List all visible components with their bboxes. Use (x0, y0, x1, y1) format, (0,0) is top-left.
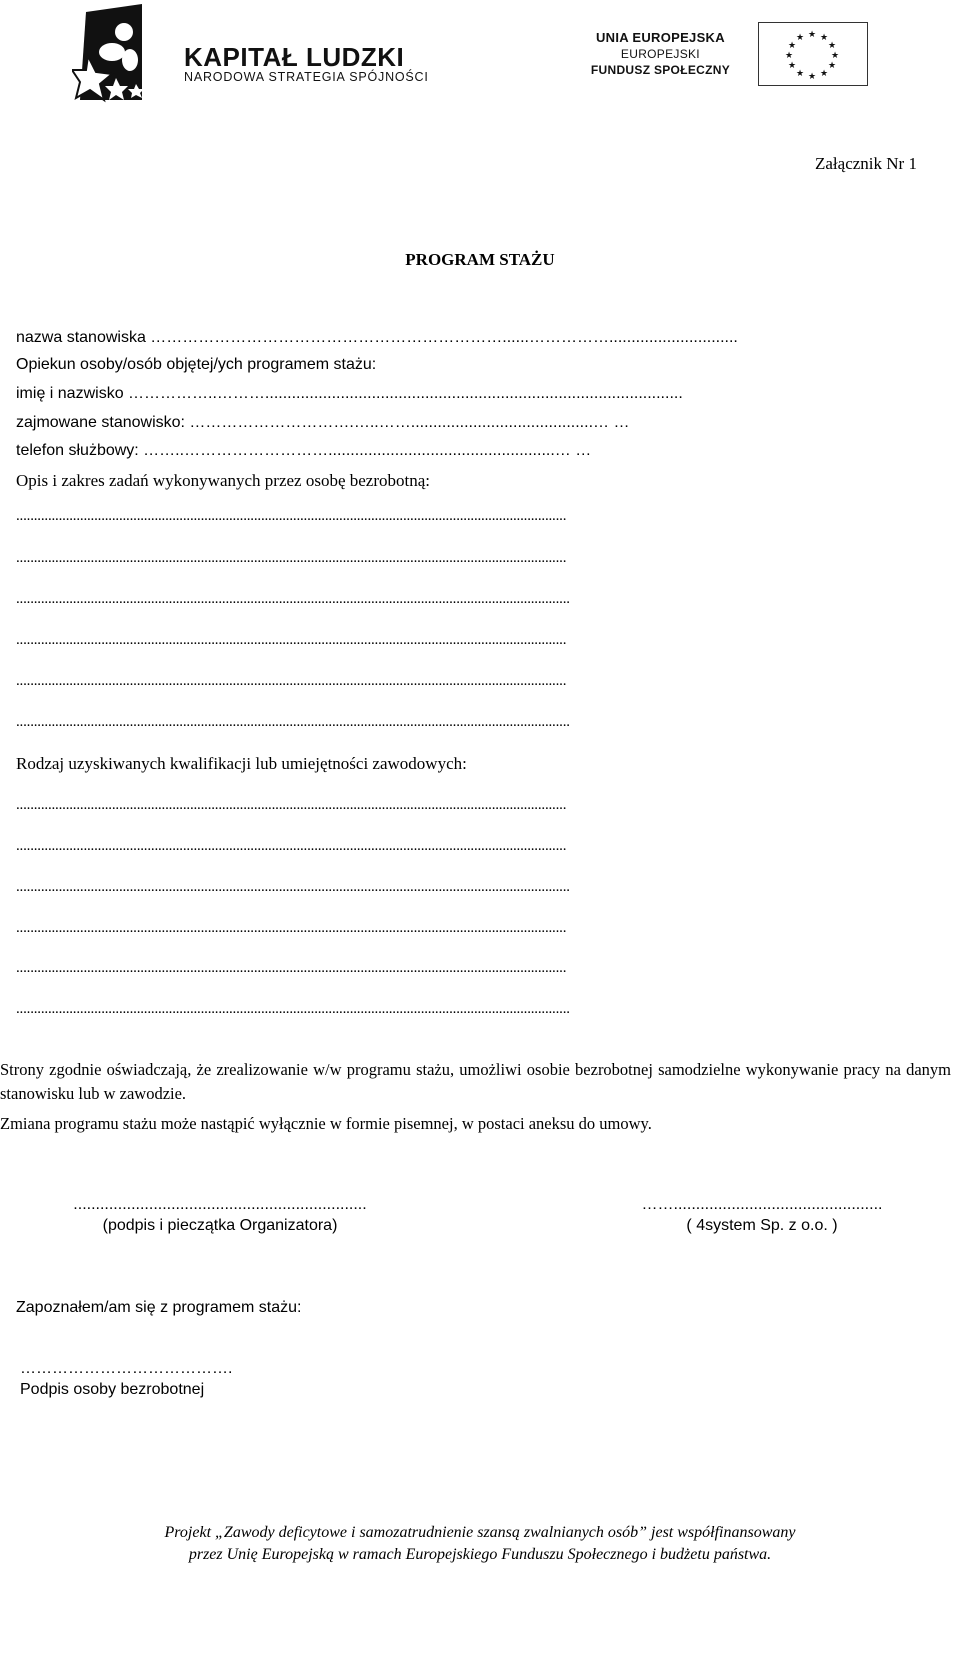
organizer-signature-label: (podpis i pieczątka Organizatora) (102, 1217, 338, 1234)
footer-note (0, 1522, 960, 1566)
kapital-ludzki-title: KAPITAŁ LUDZKI (184, 42, 405, 72)
position-field: nazwa stanowiska …………………………………………………………......……………............................. (16, 329, 738, 346)
tasks-dotted-line: ............................................................................................................................................................ (16, 714, 570, 730)
statement-paragraph: Strony zgodnie oświadczają, że zrealizowanie w/w programu stażu, umożliwi osobie bezrobotnej samodzielne wykonywanie pracy na danym stanowisku lub w zawodzie. (0, 1060, 951, 1103)
supervisor-heading: Opiekun osoby/osób objętej/ych programem stażu: (16, 356, 377, 373)
svg-text:★: ★ (807, 72, 817, 82)
svg-text:★: ★ (787, 41, 797, 51)
qualifications-heading: Rodzaj uzyskiwanych kwalifikacji lub umiejętności zawodowych: (16, 754, 467, 773)
kapital-ludzki-logo (72, 4, 462, 104)
svg-text:★: ★ (819, 33, 829, 43)
tasks-dotted-line: ............................................................................................................................................................ (16, 591, 570, 607)
tasks-dotted-line: ........................................................................................................................................................... (16, 673, 567, 689)
qualifications-dotted-line: ........................................................................................................................................................... (16, 960, 567, 976)
svg-text:★: ★ (827, 41, 837, 51)
eu-logo-line1: UNIA EUROPEJSKA (595, 30, 725, 45)
svg-text:★: ★ (795, 33, 805, 43)
tasks-dotted-line: ........................................................................................................................................................... (16, 550, 567, 566)
qualifications-dotted-line: ........................................................................................................................................................... (16, 838, 567, 854)
svg-text:★: ★ (819, 69, 829, 79)
unemployed-signature-label: Podpis osoby bezrobotnej (20, 1381, 205, 1398)
qualifications-dotted-line: ............................................................................................................................................................ (16, 879, 570, 895)
company-signature-line: ……............................................... (641, 1196, 883, 1213)
document-title: PROGRAM STAŻU (405, 250, 555, 269)
eu-logo-line3: FUNDUSZ SPOŁECZNY (590, 63, 730, 77)
qualifications-dotted-line: ........................................................................................................................................................... (16, 797, 567, 813)
svg-text:★: ★ (807, 30, 817, 40)
organizer-signature-line: .................................................................. (73, 1196, 367, 1213)
supervisor-phone-field: telefon służbowy: ……..………………………...................................................… … (16, 442, 592, 459)
tasks-heading: Opis i zakres zadań wykonywanych przez osobę bezrobotną: (16, 471, 430, 490)
eu-flag-icon (758, 22, 868, 86)
amendment-paragraph: Zmiana programu stażu może nastąpić wyłącznie w formie pisemnej, w postaci aneksu do umowy. (0, 1114, 652, 1133)
eu-logo-line2: EUROPEJSKI (620, 47, 700, 61)
svg-text:★: ★ (784, 51, 794, 61)
qualifications-dotted-line: ........................................................................................................................................................... (16, 920, 567, 936)
acknowledgement-text: Zapoznałem/am się z programem stażu: (16, 1299, 302, 1316)
svg-text:★: ★ (787, 61, 797, 71)
footer-line2: przez Unię Europejską w ramach Europejskiego Funduszu Społecznego i budżetu państwa. (188, 1546, 772, 1563)
attachment-label: Załącznik Nr 1 (815, 154, 917, 173)
supervisor-job-title-field: zajmowane stanowisko: ………………………….…..…….........................................… … (16, 414, 630, 431)
tasks-dotted-line: ........................................................................................................................................................... (16, 632, 567, 648)
svg-text:★: ★ (827, 61, 837, 71)
kapital-ludzki-emblem-icon (72, 4, 172, 104)
svg-text:★: ★ (795, 69, 805, 79)
unemployed-signature-line: …………………………………. (20, 1360, 233, 1377)
eu-logo (590, 22, 870, 92)
svg-text:★: ★ (830, 51, 840, 61)
footer-line1: Projekt „Zawody deficytowe i samozatrudnienie szansą zwalnianych osób” jest współfinansowany (164, 1524, 796, 1541)
qualifications-dotted-line: ............................................................................................................................................................ (16, 1001, 570, 1017)
company-signature-label: ( 4system Sp. z o.o. ) (686, 1217, 838, 1234)
eu-logo-text (591, 30, 730, 78)
kapital-ludzki-subtitle: NARODOWA STRATEGIA SPÓJNOŚCI (184, 70, 429, 84)
tasks-dotted-line: ........................................................................................................................................................... (16, 508, 567, 524)
supervisor-name-field: imię i nazwisko ……………..……….............................................................................................. (16, 385, 683, 402)
